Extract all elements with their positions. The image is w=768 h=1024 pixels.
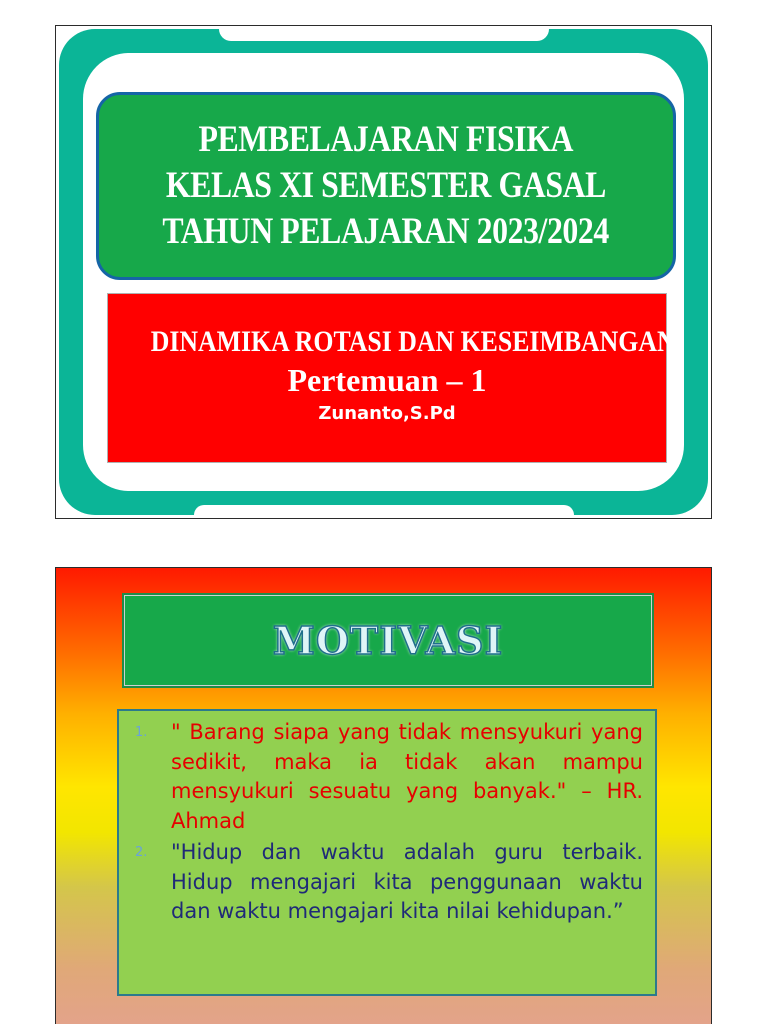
quote-text: " Barang siapa yang tidak mensyukuri yang sedikit, maka ia tidak akan mampu mensyukuri sesuatu yang banyak." – HR. Ahmad: [171, 720, 643, 833]
motivation-heading-box: [122, 593, 654, 688]
motivation-heading: MOTIVASI: [272, 618, 504, 663]
title-line-1: PEMBELAJARAN FISIKA: [198, 119, 574, 160]
quote-item: [129, 838, 643, 927]
title-line-2: KELAS XI SEMESTER GASAL: [165, 165, 607, 206]
quote-number: 2.: [135, 845, 148, 860]
meeting-label: Pertemuan – 1: [287, 362, 487, 398]
title-line-3: TAHUN PELAJARAN 2023/2024: [162, 211, 610, 252]
author-name: Zunanto,S.Pd: [318, 403, 456, 424]
quote-list: [117, 709, 657, 996]
quote-item: [129, 718, 643, 836]
slide-motivation: [55, 567, 712, 1024]
title-box: [96, 92, 676, 280]
quote-text: "Hidup dan waktu adalah guru terbaik. Hidup mengajari kita penggunaan waktu dan waktu mengajari kita nilai kehidupan.”: [171, 840, 643, 923]
quote-number: 1.: [135, 725, 148, 740]
frame-notch-top: [219, 29, 549, 41]
frame-notch-bottom: [194, 505, 574, 515]
topic-box: [107, 293, 676, 463]
slide-title: [55, 25, 712, 519]
topic-title: DINAMIKA ROTASI DAN KESEIMBANGAN: [150, 325, 676, 358]
